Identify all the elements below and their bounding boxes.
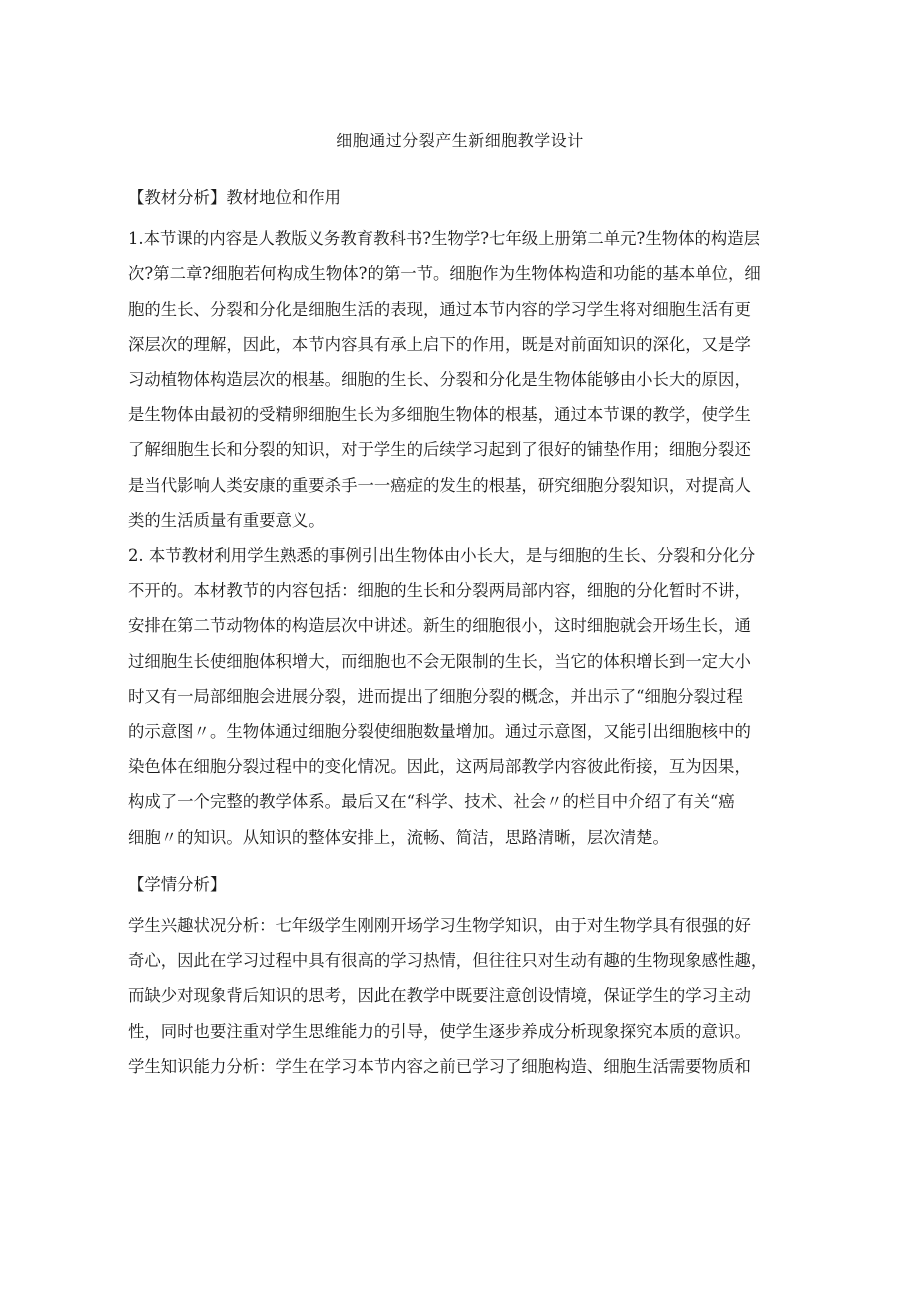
paragraph-line: 细胞〃的知识。从知识的整体安排上，流畅、简洁，思路清晰，层次清楚。	[128, 827, 669, 847]
paragraph-line: 构成了一个完整的教学体系。最后又在“科学、技术、社会〃的栏目中介绍了有关“癌	[128, 792, 735, 812]
paragraph-line: 了解细胞生长和分裂的知识，对于学生的后续学习起到了很好的铺垫作用；细胞分裂还	[128, 440, 751, 460]
paragraph-line: 类的生活质量有重要意义。	[128, 510, 325, 530]
paragraph-line: 过细胞生长使细胞体积增大，而细胞也不会无限制的生长，当它的体积增长到一定大小	[128, 651, 751, 671]
paragraph-3	[128, 908, 794, 1049]
paragraph-line: 学生知识能力分析：学生在学习本节内容之前已学习了细胞构造、细胞生活需要物质和	[128, 1056, 751, 1076]
paragraph-line: 学生兴趣状况分析：七年级学生刚刚开场学习生物学知识，由于对生物学具有很强的好	[128, 916, 751, 936]
document-title: 细胞通过分裂产生新细胞教学设计	[336, 131, 584, 150]
paragraph-1	[128, 221, 794, 538]
paragraph-line: 是当代影响人类安康的重要杀手一一癌症的发生的根基，研究细胞分裂知识，对提高人	[128, 475, 751, 495]
paragraph-line: 染色体在细胞分裂过程中的变化情况。因此，这两局部教学内容彼此衔接，互为因果，	[128, 757, 751, 777]
paragraph-line: 不开的。本材教节的内容包括：细胞的生长和分裂两局部内容，细胞的分化暂时不讲，	[128, 581, 751, 601]
paragraph-line: 安排在第二节动物体的构造层次中讲述。新生的细胞很小，这时细胞就会开场生长，通	[128, 616, 751, 636]
paragraph-line: 2. 本节教材利用学生熟悉的事例引出生物体由小长大，是与细胞的生长、分裂和分化分	[128, 546, 756, 566]
paragraph-line: 性，同时也要注重对学生思维能力的引导，使学生逐步养成分析现象探究本质的意识。	[128, 1021, 751, 1041]
paragraph-line: 的示意图〃。生物体通过细胞分裂使细胞数量增加。通过示意图，又能引出细胞核中的	[128, 722, 751, 742]
paragraph-line: 而缺少对现象背后知识的思考，因此在教学中既要注意创设情境，保证学生的学习主动	[128, 986, 751, 1006]
paragraph-line: 次?第二章?细胞若何构成生物体?的第一节。细胞作为生物体构造和功能的基本单位，细	[128, 264, 761, 284]
paragraph-2	[128, 538, 794, 855]
document-body	[128, 180, 794, 1084]
paragraph-line: 时又有一局部细胞会进展分裂，进而提出了细胞分裂的概念，并出示了“细胞分裂过程	[128, 686, 743, 706]
paragraph-line: 习动植物体构造层次的根基。细胞的生长、分裂和分化是生物体能够由小长大的原因，	[128, 370, 751, 390]
paragraph-line: 深层次的理解，因此，本节内容具有承上启下的作用，既是对前面知识的深化，又是学	[128, 334, 751, 354]
paragraph-line: 奇心，因此在学习过程中具有很高的学习热情，但往往只对生动有趣的生物现象感性趣，	[128, 951, 768, 971]
section-heading-learner-analysis: 【学情分析】	[128, 874, 227, 894]
paragraph-line: 是生物体由最初的受精卵细胞生长为多细胞生物体的根基，通过本节课的教学，使学生	[128, 405, 751, 425]
section-heading-textbook-analysis: 【教材分析】教材地位和作用	[128, 188, 342, 207]
paragraph-line: 1.本节课的内容是人教版义务教育教科书?生物学?七年级上册第二单元?生物体的构造层	[128, 229, 761, 249]
paragraph-4	[128, 1049, 794, 1084]
paragraph-line: 胞的生长、分裂和分化是细胞生活的表现，通过本节内容的学习学生将对细胞生活有更	[128, 299, 751, 319]
